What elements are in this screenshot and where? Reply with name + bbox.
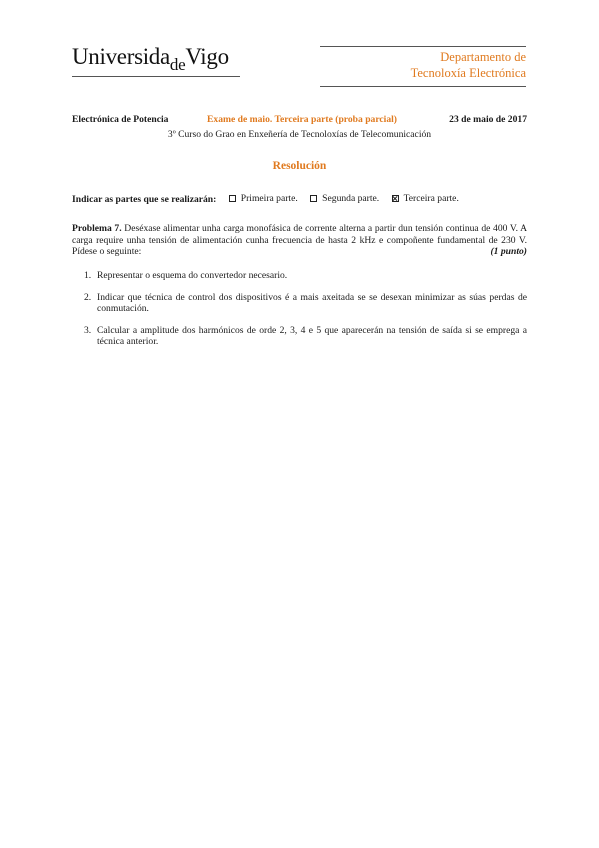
university-logo [72,44,229,74]
checkbox-icon[interactable] [229,195,236,202]
item-text: Representar o esquema do convertedor necesario. [97,270,288,281]
part-option-label: Primeira parte. [240,193,298,204]
checkbox-icon[interactable] [310,195,317,202]
parts-label: Indicar as partes que se realizarán: [72,194,217,205]
problem-statement [72,223,527,258]
department-rule-top [320,46,526,47]
list-item [84,325,527,348]
logo-main: Universida [72,44,170,69]
part-option-2[interactable] [310,193,379,204]
part-option-3[interactable] [392,193,459,204]
item-number: 1. [84,270,92,281]
item-text: Indicar que técnica de control dos dispositivos é a mais axeitada se se desexan minimizar as súas perdas de conmutación. [97,291,527,315]
exam-date: 23 de maio de 2017 [449,114,527,125]
problem-items [84,270,527,358]
list-item [84,270,527,282]
parts-selection [72,193,469,205]
course-line: 3º Curso do Grao en Enxeñería de Tecnoloxías de Telecomunicación [167,129,432,140]
item-number: 3. [84,324,92,336]
logo-sub: de [169,55,186,74]
item-number: 2. [84,291,92,303]
part-option-label: Segunda parte. [322,193,380,204]
part-option-1[interactable] [229,193,298,204]
department-line-2: Tecnoloxía Electrónica [410,66,526,80]
item-text: Calcular a amplitude dos harmónicos de orde 2, 3, 4 e 5 que aparecerán na tensión de saída si se emprega a técnica anterior. [97,324,527,348]
part-option-label: Terceira parte. [403,193,459,204]
department-line-1: Departamento de [440,50,526,64]
section-title: Resolución [272,160,327,172]
problem-points: (1 punto) [490,246,527,258]
logo-underline [72,76,240,77]
logo-end: Vigo [185,44,229,69]
department-block [411,49,526,81]
problem-text: Deséxase alimentar unha carga monofásica de corrente alterna a partir dun tensión continua de 400 V. A carga require unha tensión de alimentación cunha frecuencia de hasta 2 kHz e compoñente fundamental de 230 V. Pídese o seguinte: [72,223,528,258]
checked-checkbox-icon[interactable] [392,195,399,202]
exam-title: Exame de maio. Terceira parte (proba parcial) [207,114,397,125]
problem-title: Problema 7. [72,223,122,234]
list-item [84,292,527,315]
subject-name: Electrónica de Potencia [72,114,169,125]
department-rule-bottom [320,86,526,87]
